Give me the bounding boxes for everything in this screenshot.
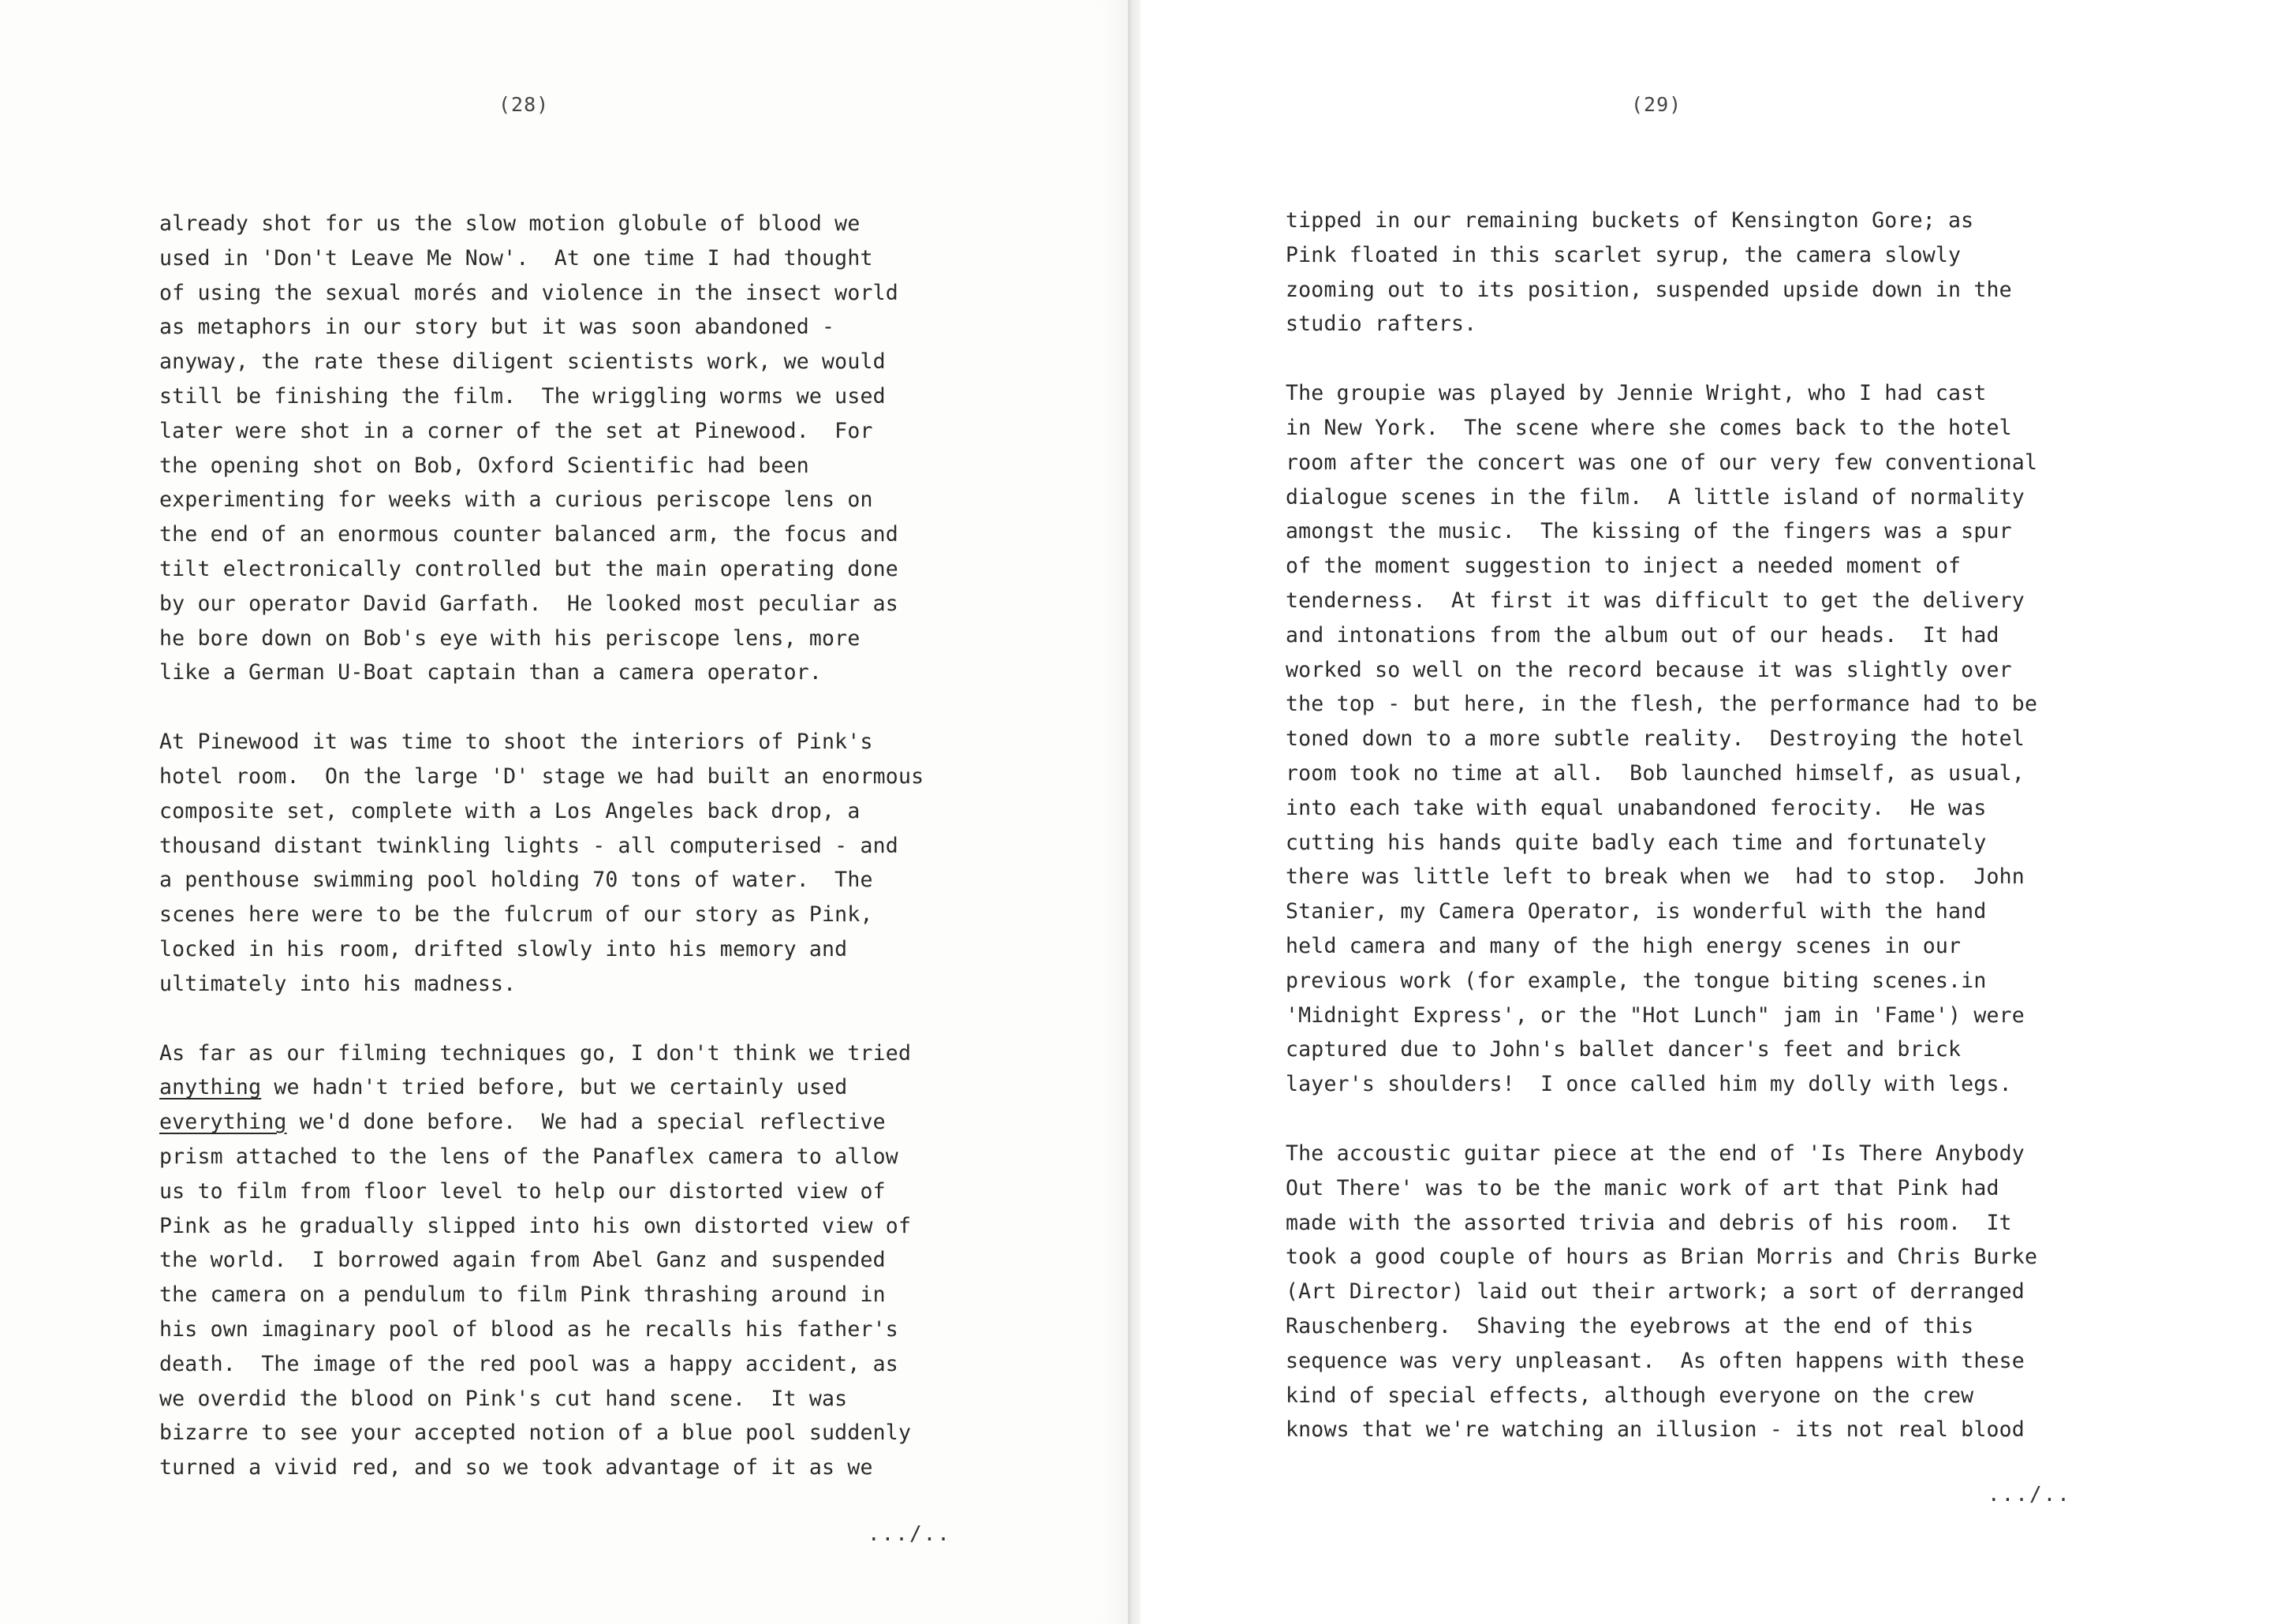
text-line: anything we hadn't tried before, but we certainly used: [159, 1075, 848, 1100]
text-line: still be finishing the film. The wriggling worms we used: [159, 383, 886, 409]
text-line: took a good couple of hours as Brian Morris and Chris Burke: [1286, 1245, 2038, 1270]
text-line: At Pinewood it was time to shoot the interiors of Pink's: [159, 730, 873, 755]
text-line: we overdid the blood on Pink's cut hand scene. It was: [159, 1386, 848, 1411]
paragraph: [159, 207, 924, 690]
text-line: cutting his hands quite badly each time and fortunately: [1286, 830, 1987, 855]
underlined-word: everything: [159, 1110, 287, 1135]
text-line: like a German U-Boat captain than a camera operator.: [159, 660, 823, 685]
text-line: used in 'Don't Leave Me Now'. At one time I had thought: [159, 245, 873, 271]
underlined-word: anything: [159, 1075, 262, 1100]
text-line: held camera and many of the high energy scenes in our: [1286, 933, 1962, 958]
text-line: knows that we're watching an illusion - its not real blood: [1286, 1417, 2025, 1443]
text-line: 'Midnight Express', or the "Hot Lunch" jam in 'Fame') were: [1286, 1002, 2025, 1028]
continuation-mark: .../..: [868, 1522, 951, 1546]
text-line: Out There' was to be the manic work of art that Pink had: [1286, 1175, 1999, 1200]
text-line: scenes here were to be the fulcrum of our story as Pink,: [159, 902, 873, 928]
text-line: amongst the music. The kissing of the fingers was a spur: [1286, 519, 2012, 544]
text-line: toned down to a more subtle reality. Destroying the hotel: [1286, 726, 2025, 752]
text-line: there was little left to break when we had to stop. John: [1286, 864, 2025, 890]
text-line: ultimately into his madness.: [159, 971, 517, 996]
text-line: (Art Director) laid out their artwork; a sort of derranged: [1286, 1279, 2025, 1305]
text-line: everything we'd done before. We had a special reflective: [159, 1110, 886, 1135]
text-line: kind of special effects, although everyone on the crew: [1286, 1383, 1974, 1408]
text-line: and intonations from the album out of our heads. It had: [1286, 622, 1999, 648]
paragraph: [1286, 203, 2037, 342]
text-line: bizarre to see your accepted notion of a blue pool suddenly: [159, 1421, 912, 1446]
page-body: [159, 207, 924, 1520]
book-gutter: [1128, 0, 1140, 1624]
text-line: locked in his room, drifted slowly into his memory and: [159, 936, 848, 961]
page-number: (29): [1631, 93, 1682, 116]
text-line: already shot for us the slow motion globule of blood we: [159, 211, 861, 236]
text-line: his own imaginary pool of blood as he recalls his father's: [159, 1316, 898, 1342]
text-line: the top - but here, in the flesh, the performance had to be: [1286, 692, 2038, 717]
paragraph: [159, 725, 924, 1001]
text-line: tenderness. At first it was difficult to get the delivery: [1286, 588, 2025, 613]
left-page: [0, 0, 1128, 1624]
text-line: layer's shoulders! I once called him my dolly with legs.: [1286, 1072, 2012, 1097]
text-line: thousand distant twinkling lights - all computerised - and: [159, 833, 898, 858]
paragraph: [1286, 376, 2037, 1102]
text-line: worked so well on the record because it was slightly over: [1286, 657, 2012, 682]
text-line: experimenting for weeks with a curious periscope lens on: [159, 487, 873, 513]
text-line: prism attached to the lens of the Panaflex camera to allow: [159, 1144, 898, 1169]
text-line: captured due to John's ballet dancer's feet and brick: [1286, 1037, 1962, 1062]
text-line: he bore down on Bob's eye with his periscope lens, more: [159, 625, 861, 651]
text-line: zooming out to its position, suspended upside down in the: [1286, 277, 2012, 302]
text-line: Pink floated in this scarlet syrup, the camera slowly: [1286, 242, 1962, 267]
text-line: hotel room. On the large 'D' stage we had built an enormous: [159, 763, 924, 789]
text-line: The accoustic guitar piece at the end of 'Is There Anybody: [1286, 1141, 2025, 1166]
text-line: previous work (for example, the tongue biting scenes.in: [1286, 968, 1987, 993]
paragraph: [159, 1036, 924, 1485]
text-line: turned a vivid red, and so we took advantage of it as we: [159, 1455, 873, 1480]
text-line: tilt electronically controlled but the main operating done: [159, 556, 898, 581]
text-line: the end of an enormous counter balanced arm, the focus and: [159, 522, 898, 547]
text-line: of using the sexual morés and violence in the insect world: [159, 280, 898, 305]
text-line: sequence was very unpleasant. As often happens with these: [1286, 1348, 2025, 1373]
right-page: [1140, 0, 2281, 1624]
text-line: of the moment suggestion to inject a needed moment of: [1286, 554, 1962, 579]
text-line: as metaphors in our story but it was soon abandoned -: [159, 315, 835, 340]
text-line: dialogue scenes in the film. A little island of normality: [1286, 484, 2025, 510]
text-line: room after the concert was one of our very few conventional: [1286, 450, 2038, 475]
text-line: studio rafters.: [1286, 312, 1477, 337]
text-line: made with the assorted trivia and debris of his room. It: [1286, 1210, 2012, 1235]
text-line: a penthouse swimming pool holding 70 tons of water. The: [159, 868, 873, 893]
text-line: anyway, the rate these diligent scientists work, we would: [159, 349, 886, 375]
text-line: Rauschenberg. Shaving the eyebrows at the end of this: [1286, 1313, 1974, 1338]
text-line: tipped in our remaining buckets of Kensington Gore; as: [1286, 208, 1974, 233]
text-line: into each take with equal unabandoned ferocity. He was: [1286, 795, 1987, 820]
text-line: later were shot in a corner of the set at Pinewood. For: [159, 418, 873, 443]
continuation-mark: .../..: [1988, 1483, 2071, 1506]
text-line: death. The image of the red pool was a happy accident, as: [159, 1351, 898, 1376]
text-line: The groupie was played by Jennie Wright, who I had cast: [1286, 381, 1987, 406]
text-line: by our operator David Garfath. He looked most peculiar as: [159, 591, 898, 616]
text-line: the world. I borrowed again from Abel Ganz and suspended: [159, 1248, 886, 1273]
page-number: (28): [498, 93, 550, 116]
text-line: in New York. The scene where she comes back to the hotel: [1286, 415, 2012, 440]
page-body: [1286, 203, 2037, 1482]
text-line: the opening shot on Bob, Oxford Scientific had been: [159, 453, 809, 478]
text-line: Pink as he gradually slipped into his own distorted view of: [159, 1213, 912, 1238]
text-line: us to film from floor level to help our distorted view of: [159, 1178, 886, 1204]
paragraph: [1286, 1137, 2037, 1447]
text-line: As far as our filming techniques go, I don't think we tried: [159, 1040, 912, 1066]
text-line: room took no time at all. Bob launched himself, as usual,: [1286, 760, 2025, 786]
text-line: the camera on a pendulum to film Pink thrashing around in: [159, 1282, 886, 1308]
text-line: Stanier, my Camera Operator, is wonderful with the hand: [1286, 899, 1987, 924]
text-line: composite set, complete with a Los Angeles back drop, a: [159, 798, 861, 823]
